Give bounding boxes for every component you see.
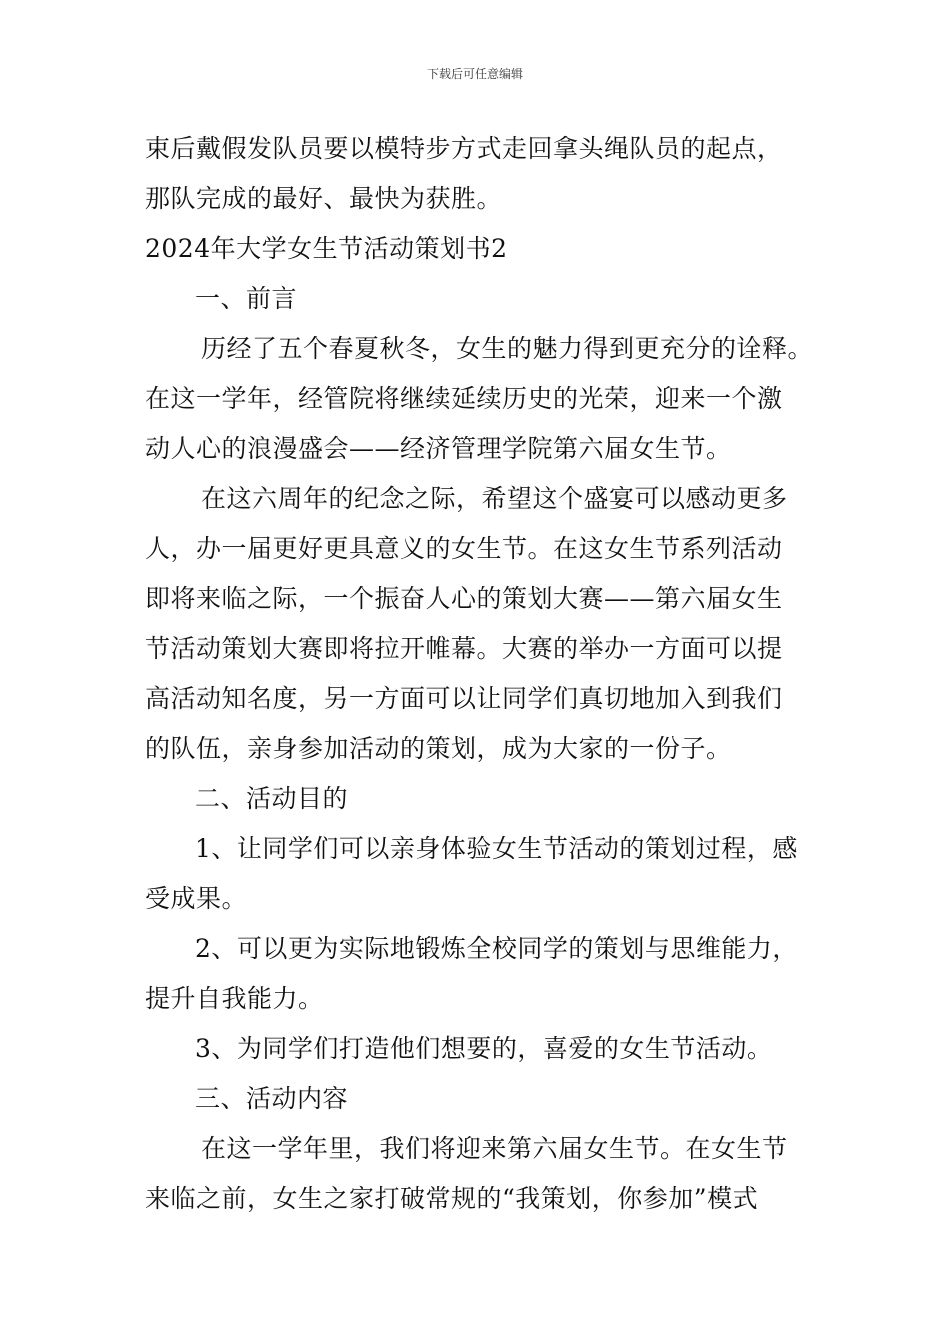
paragraph-line: 节活动策划大赛即将拉开帷幕。大赛的举办一方面可以提 [145, 634, 783, 663]
section-title: 2024年大学女生节活动策划书2 [145, 234, 508, 263]
list-item: 2、可以更为实际地锻炼全校同学的策划与思维能力， [195, 934, 798, 963]
paragraph-line: 动人心的浪漫盛会——经济管理学院第六届女生节。 [145, 434, 732, 463]
paragraph-line: 在这六周年的纪念之际，希望这个盛宴可以感动更多 [201, 484, 788, 513]
paragraph-line: 在这一学年，经管院将继续延续历史的光荣，迎来一个激 [145, 384, 783, 413]
heading-preface: 一、前言 [195, 284, 298, 313]
heading-purpose: 二、活动目的 [195, 784, 349, 813]
list-item: 3、为同学们打造他们想要的，喜爱的女生节活动。 [195, 1034, 773, 1063]
paragraph-line: 高活动知名度，另一方面可以让同学们真切地加入到我们 [145, 684, 783, 713]
paragraph-line: 那队完成的最好、最快为获胜。 [145, 184, 503, 213]
paragraph-line: 提升自我能力。 [145, 984, 324, 1013]
paragraph-line: 在这一学年里，我们将迎来第六届女生节。在女生节 [201, 1134, 788, 1163]
list-item: 1、让同学们可以亲身体验女生节活动的策划过程，感 [195, 834, 798, 863]
page-header: 下载后可任意编辑 [426, 67, 523, 81]
paragraph-line: 受成果。 [145, 884, 248, 913]
paragraph-line: 来临之前，女生之家打破常规的“我策划，你参加”模式 [145, 1184, 759, 1213]
document-body [145, 124, 825, 1224]
paragraph-line: 人，办一届更好更具意义的女生节。在这女生节系列活动 [145, 534, 783, 563]
paragraph-line: 即将来临之际，一个振奋人心的策划大赛——第六届女生 [145, 584, 783, 613]
paragraph-line: 的队伍，亲身参加活动的策划，成为大家的一份子。 [145, 734, 732, 763]
heading-content: 三、活动内容 [195, 1084, 349, 1113]
paragraph-line: 束后戴假发队员要以模特步方式走回拿头绳队员的起点， [145, 134, 783, 163]
paragraph-line: 历经了五个春夏秋冬，女生的魅力得到更充分的诠释。 [201, 334, 814, 363]
